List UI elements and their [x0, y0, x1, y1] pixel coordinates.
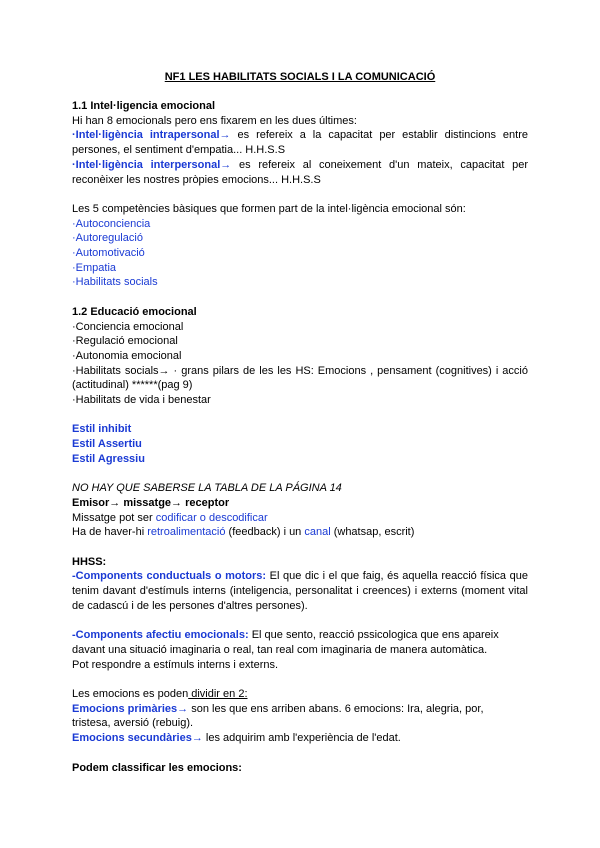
- conductual-line-3: de cadascú i de les persones d'altres persones).: [72, 599, 308, 612]
- primary-emotions-term: Emocions primàries→: [72, 702, 189, 715]
- blank-line: [72, 290, 528, 305]
- afectiu-line-1: [72, 628, 528, 643]
- primary-emotions-line-1: [72, 702, 528, 717]
- social-skills-line-1: ·Habilitats socials→ · grans pilars de les les HS: Emocions , pensament (cognitives) i acció: [72, 364, 528, 377]
- feedback-text: (feedback) i un: [225, 526, 305, 539]
- competency-item: ·Autoregulació: [72, 232, 143, 245]
- blank-line: [72, 540, 528, 555]
- conductual-line-1: [72, 569, 528, 584]
- primary-emotions-text: son les que ens arriben abans. 6 emocions: Ira, alegria, por,: [188, 702, 484, 715]
- secondary-emotions-text: les adquirim amb l'experiència de l'edat.: [202, 732, 401, 745]
- hhss-heading: HHSS:: [72, 555, 107, 568]
- education-item: ·Habilitats de vida i benestar: [72, 394, 211, 407]
- blank-line: [72, 187, 528, 202]
- interpersonal-text: es refereix al coneixement d'un mateix, capacitat per: [231, 158, 529, 171]
- secondary-emotions-term: Emocions secundàries→: [72, 732, 203, 745]
- secondary-emotions-line: [72, 731, 528, 746]
- feedback-text: Ha de haver-hi: [72, 526, 148, 539]
- page-title: NF1 LES HABILITATS SOCIALS I LA COMUNICACIÓ: [164, 70, 436, 83]
- afectiu-text: El que sento, reacció pssicologica que ens apareix: [248, 629, 499, 642]
- intrapersonal-line-1: [72, 128, 528, 143]
- intrapersonal-text: es refereix a la capacitat per establir distincions entre: [230, 129, 528, 142]
- classify-heading: Podem classificar les emocions:: [72, 761, 242, 774]
- blank-line: [72, 84, 528, 99]
- competency-item: ·Automotivació: [72, 247, 145, 259]
- intrapersonal-line-2: persones, el sentiment d'empatia... H.H.S.S: [72, 144, 286, 157]
- conductual-term: -Components conductuals o motors:: [72, 570, 267, 583]
- feedback-line: [72, 525, 528, 540]
- competencies-intro: Les 5 competències bàsiques que formen part de la intel·ligència emocional són:: [72, 202, 466, 215]
- blank-line: [72, 467, 528, 482]
- blank-line: [72, 614, 528, 629]
- conductual-line-2: tenim davant d'estímuls interns (inteligencia, personalitat i creences) i externs (moment vital: [72, 585, 528, 598]
- conductual-text: El que dic i el que faig, és aquella reacció física que: [266, 570, 528, 583]
- blank-line: [72, 672, 528, 687]
- afectiu-term: -Components afectiu emocionals:: [72, 629, 249, 642]
- emotions-intro-text: Les emocions es poden: [72, 688, 189, 700]
- primary-emotions-line-2: tristesa, aversió (rebuig).: [72, 717, 194, 730]
- interpersonal-line-2: reconèixer les nostres pròpies emocions... H.H.S.S: [72, 173, 321, 186]
- afectiu-line-3: Pot respondre a estímuls interns i externs.: [72, 658, 279, 671]
- competency-item: ·Empatia: [72, 261, 117, 274]
- section-1-1-intro: Hi han 8 emocionals pero ens fixarem en les dues últimes:: [72, 114, 357, 127]
- document-body: [72, 70, 528, 776]
- section-heading-1-1: 1.1 Intel·ligencia emocional: [72, 99, 216, 112]
- education-item: ·Autonomia emocional: [72, 349, 182, 362]
- table-note: NO HAY QUE SABERSE LA TABLA DE LA PÁGINA 14: [72, 482, 342, 495]
- feedback-highlight: retroalimentació: [147, 526, 226, 539]
- social-skills-line-2: (actitudinal) ******(pag 9): [72, 379, 193, 392]
- competency-item: ·Habilitats socials: [72, 276, 158, 289]
- message-text: Missatge pot ser: [72, 511, 156, 524]
- blank-line: [72, 408, 528, 423]
- interpersonal-term: ·Intel·ligència interpersonal→: [72, 158, 232, 171]
- style-item: Estil Assertiu: [72, 438, 142, 451]
- style-item: Estil inhibit: [72, 423, 132, 436]
- section-heading-1-2: 1.2 Educació emocional: [72, 305, 197, 318]
- message-line: [72, 511, 528, 526]
- blank-line: [72, 746, 528, 761]
- channel-highlight: canal: [304, 526, 331, 539]
- message-highlight: codificar o descodificar: [155, 511, 268, 524]
- competency-item: ·Autoconciencia: [72, 217, 151, 230]
- style-item: Estil Agressiu: [72, 452, 145, 465]
- intrapersonal-term: ·Intel·ligència intrapersonal→: [72, 129, 231, 142]
- emotions-intro-underlined: dividir en 2:: [188, 688, 248, 700]
- afectiu-line-2: davant una situació imaginaria o real, tan real com imaginaria de manera automàtica.: [72, 643, 488, 656]
- education-item: ·Conciencia emocional: [72, 320, 184, 333]
- emotions-intro: [72, 687, 528, 702]
- feedback-text: (whatsap, escrit): [330, 526, 415, 539]
- interpersonal-line-1: [72, 158, 528, 173]
- education-item: ·Regulació emocional: [72, 335, 178, 348]
- communication-scheme: Emisor→ missatge→ receptor: [72, 496, 230, 509]
